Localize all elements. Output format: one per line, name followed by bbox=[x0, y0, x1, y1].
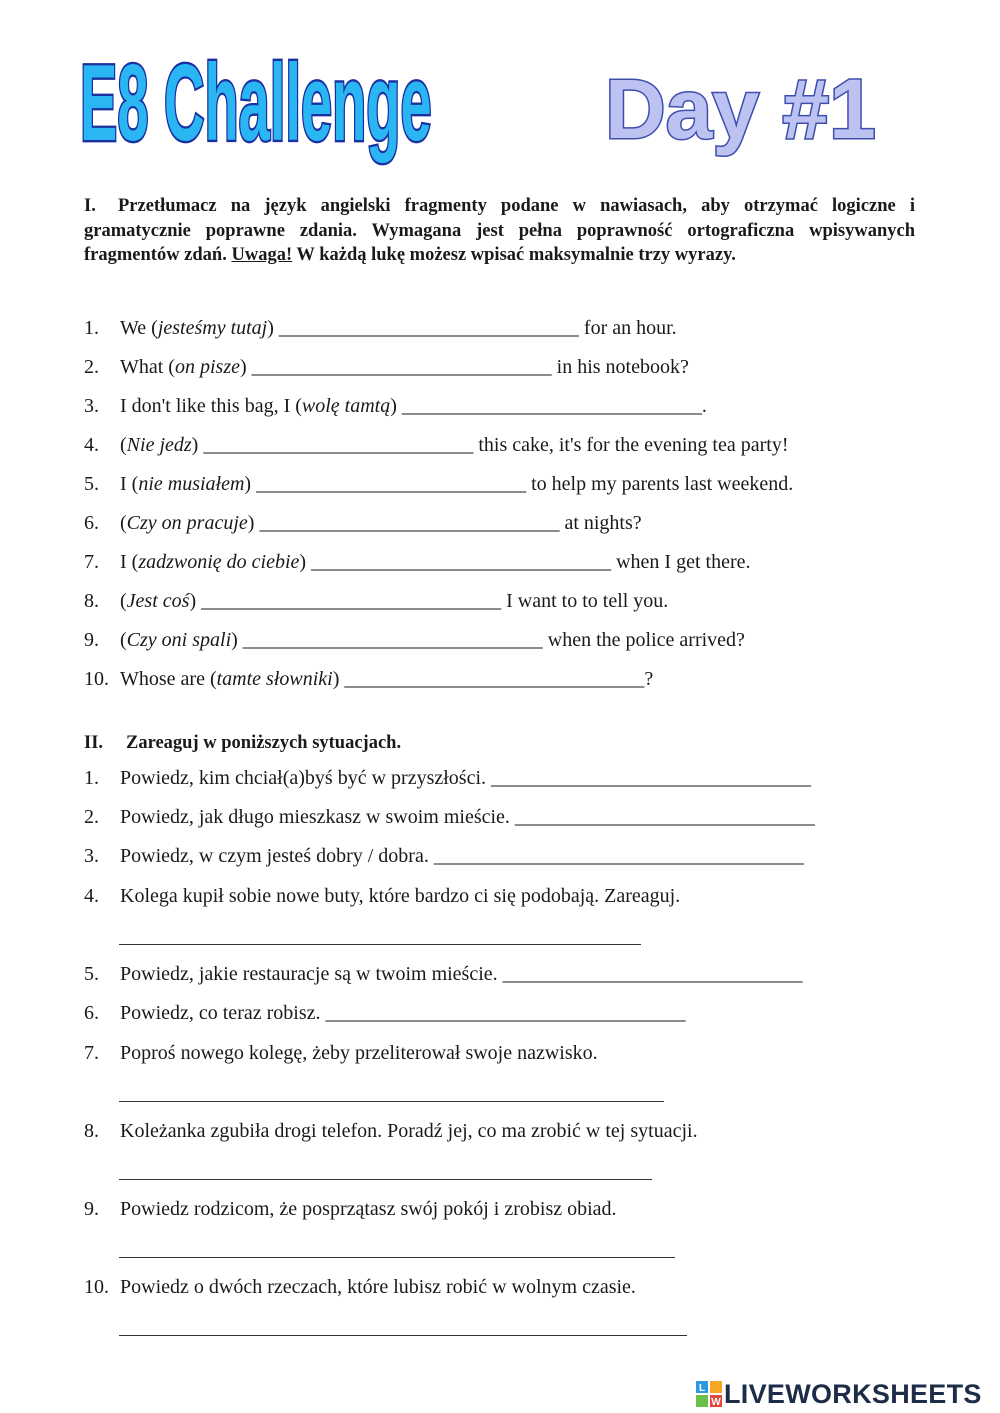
answer-line[interactable] bbox=[119, 1257, 675, 1258]
section1-item bbox=[84, 433, 944, 457]
section1-instruction bbox=[84, 194, 915, 268]
title-day-1: Day #1 bbox=[605, 62, 876, 156]
item-text-after: at nights? bbox=[559, 512, 642, 534]
polish-phrase: nie musiałem bbox=[138, 473, 245, 495]
section2-item bbox=[84, 805, 944, 829]
item-text-before: I ( bbox=[120, 473, 139, 495]
polish-phrase: wolę tamtą bbox=[301, 395, 391, 417]
item-paren-close: ) bbox=[267, 317, 279, 339]
section1-item bbox=[84, 472, 944, 496]
section2-item bbox=[84, 844, 944, 868]
item-paren-close: ) bbox=[244, 473, 257, 495]
page-header bbox=[0, 0, 1000, 180]
item-text-after: to help my parents last weekend. bbox=[526, 473, 794, 495]
answer-blank[interactable]: _____________________________________ bbox=[433, 845, 804, 867]
section1-item bbox=[84, 316, 944, 340]
section1-item bbox=[84, 667, 944, 691]
item-text-before: ( bbox=[120, 590, 127, 612]
section2-item bbox=[84, 1275, 944, 1299]
situation-prompt: Powiedz, w czym jesteś dobry / dobra. bbox=[120, 845, 429, 867]
section1-instruction-a: Przetłumacz na język angielski fragmenty podane w nawiasach, aby otrzymać logiczne i gramatycznie poprawne zdania. Wymagana jest pełna poprawność ortograficzna wpisywanych fragmentów zdań. bbox=[84, 196, 915, 266]
item-text-after: . bbox=[701, 395, 707, 417]
section1-item bbox=[84, 355, 944, 379]
polish-phrase: Jest coś bbox=[126, 590, 190, 612]
section1-number: I. bbox=[84, 196, 96, 216]
section1-item bbox=[84, 511, 944, 535]
situation-prompt: Powiedz, kim chciał(a)byś być w przyszłości. bbox=[120, 767, 487, 789]
item-number: 8. bbox=[84, 590, 99, 612]
item-number: 6. bbox=[84, 512, 99, 534]
svg-text:L: L bbox=[698, 1383, 706, 1394]
section1-item bbox=[84, 589, 944, 613]
answer-blank[interactable]: ______________________________ bbox=[401, 395, 702, 417]
item-paren-close: ) bbox=[390, 395, 402, 417]
section2-number: II. bbox=[84, 733, 104, 753]
item-number: 8. bbox=[84, 1120, 99, 1142]
title-e8-challenge: E8 Challenge bbox=[80, 43, 432, 164]
item-text-before: What ( bbox=[120, 356, 175, 378]
section2-title-text: Zareaguj w poniższych sytuacjach. bbox=[126, 733, 402, 753]
liveworksheets-brand bbox=[696, 1378, 982, 1410]
item-text-after: I want to to tell you. bbox=[501, 590, 669, 612]
item-number: 4. bbox=[84, 434, 99, 456]
item-paren-close: ) bbox=[332, 668, 345, 690]
item-text-before: ( bbox=[120, 512, 127, 534]
answer-blank[interactable]: ______________________________ bbox=[201, 590, 502, 612]
item-text-after: when the police arrived? bbox=[542, 629, 745, 651]
item-number: 7. bbox=[84, 551, 99, 573]
polish-phrase: on pisze bbox=[174, 356, 240, 378]
item-number: 6. bbox=[84, 1002, 99, 1024]
polish-phrase: Czy oni spali bbox=[126, 629, 232, 651]
item-text-after: this cake, it's for the evening tea party! bbox=[473, 434, 789, 456]
situation-prompt: Powiedz, jakie restauracje są w twoim mieście. bbox=[120, 963, 498, 985]
section2-item bbox=[84, 1197, 944, 1221]
item-paren-close: ) bbox=[191, 434, 204, 456]
section1-instruction-b: W każdą lukę możesz wpisać maksymalnie trzy wyrazy. bbox=[296, 245, 736, 266]
item-text-before: ( bbox=[120, 629, 127, 651]
liveworksheets-text: LIVEWORKSHEETS bbox=[724, 1378, 982, 1409]
item-text-before: ( bbox=[120, 434, 127, 456]
section2-item bbox=[84, 766, 944, 790]
item-text-after: when I get there. bbox=[611, 551, 751, 573]
answer-line[interactable] bbox=[119, 1101, 664, 1102]
answer-blank[interactable]: ______________________________ bbox=[251, 356, 552, 378]
item-number: 2. bbox=[84, 806, 99, 828]
answer-blank[interactable]: ______________________________ bbox=[242, 629, 543, 651]
situation-prompt: Poproś nowego kolegę, żeby przeliterował swoje nazwisko. bbox=[120, 1042, 598, 1064]
answer-blank[interactable]: ______________________________ bbox=[344, 668, 645, 690]
section1-item bbox=[84, 628, 944, 652]
answer-line[interactable] bbox=[119, 944, 641, 945]
polish-phrase: Czy on pracuje bbox=[126, 512, 248, 534]
item-number: 4. bbox=[84, 885, 99, 907]
item-number: 2. bbox=[84, 356, 99, 378]
situation-prompt: Kolega kupił sobie nowe buty, które bardzo ci się podobają. Zareaguj. bbox=[120, 885, 681, 907]
item-number: 5. bbox=[84, 473, 99, 495]
item-number: 7. bbox=[84, 1042, 99, 1064]
answer-blank[interactable]: ____________________________________ bbox=[325, 1002, 686, 1024]
answer-blank[interactable]: ______________________________ bbox=[311, 551, 612, 573]
item-text-after: ? bbox=[644, 668, 654, 690]
answer-blank[interactable]: ___________________________ bbox=[203, 434, 474, 456]
item-number: 1. bbox=[84, 767, 99, 789]
section1-item bbox=[84, 550, 944, 574]
section1-warning: Uwaga! bbox=[231, 245, 293, 266]
item-number: 5. bbox=[84, 963, 99, 985]
item-text-before: I don't like this bag, I ( bbox=[120, 395, 302, 417]
header-titles bbox=[0, 0, 1000, 180]
item-text-before: Whose are ( bbox=[120, 668, 217, 690]
svg-text:W: W bbox=[711, 1397, 721, 1407]
section2-title bbox=[84, 731, 401, 755]
item-text-after: for an hour. bbox=[578, 317, 677, 339]
section1-item bbox=[84, 394, 944, 418]
item-paren-close: ) bbox=[247, 512, 260, 534]
liveworksheets-logo-icon bbox=[696, 1381, 722, 1407]
situation-prompt: Koleżanka zgubiła drogi telefon. Poradź jej, co ma zrobić w tej sytuacji. bbox=[120, 1120, 698, 1142]
situation-prompt: Powiedz, jak długo mieszkasz w swoim mieście. bbox=[120, 806, 510, 828]
item-number: 3. bbox=[84, 845, 99, 867]
answer-blank[interactable]: ______________________________ bbox=[259, 512, 560, 534]
item-text-after: in his notebook? bbox=[551, 356, 689, 378]
item-paren-close: ) bbox=[299, 551, 312, 573]
situation-prompt: Powiedz o dwóch rzeczach, które lubisz robić w wolnym czasie. bbox=[120, 1276, 636, 1298]
polish-phrase: jesteśmy tutaj bbox=[157, 317, 268, 339]
polish-phrase: zadzwonię do ciebie bbox=[138, 551, 300, 573]
answer-blank[interactable]: ______________________________ bbox=[502, 963, 803, 985]
item-number: 10. bbox=[84, 1276, 109, 1298]
polish-phrase: Nie jedz bbox=[126, 434, 192, 456]
item-number: 1. bbox=[84, 317, 99, 339]
item-number: 3. bbox=[84, 395, 99, 417]
answer-blank[interactable]: ______________________________ bbox=[514, 806, 815, 828]
item-number: 9. bbox=[84, 629, 99, 651]
situation-prompt: Powiedz rodzicom, że posprzątasz swój pokój i zrobisz obiad. bbox=[120, 1198, 617, 1220]
situation-prompt: Powiedz, co teraz robisz. bbox=[120, 1002, 321, 1024]
item-paren-close: ) bbox=[239, 356, 252, 378]
answer-line[interactable] bbox=[119, 1179, 652, 1180]
answer-line[interactable] bbox=[119, 1335, 687, 1336]
section2-item bbox=[84, 884, 944, 908]
answer-blank[interactable]: ________________________________ bbox=[491, 767, 812, 789]
section2-item bbox=[84, 962, 944, 986]
polish-phrase: tamte słowniki bbox=[216, 668, 333, 690]
item-number: 9. bbox=[84, 1198, 99, 1220]
answer-blank[interactable]: ___________________________ bbox=[256, 473, 527, 495]
item-number: 10. bbox=[84, 668, 109, 690]
answer-blank[interactable]: ______________________________ bbox=[278, 317, 579, 339]
section2-item bbox=[84, 1001, 944, 1025]
item-text-before: We ( bbox=[120, 317, 158, 339]
item-paren-close: ) bbox=[189, 590, 202, 612]
item-text-before: I ( bbox=[120, 551, 139, 573]
section2-item bbox=[84, 1041, 944, 1065]
section2-item bbox=[84, 1119, 944, 1143]
item-paren-close: ) bbox=[231, 629, 243, 651]
